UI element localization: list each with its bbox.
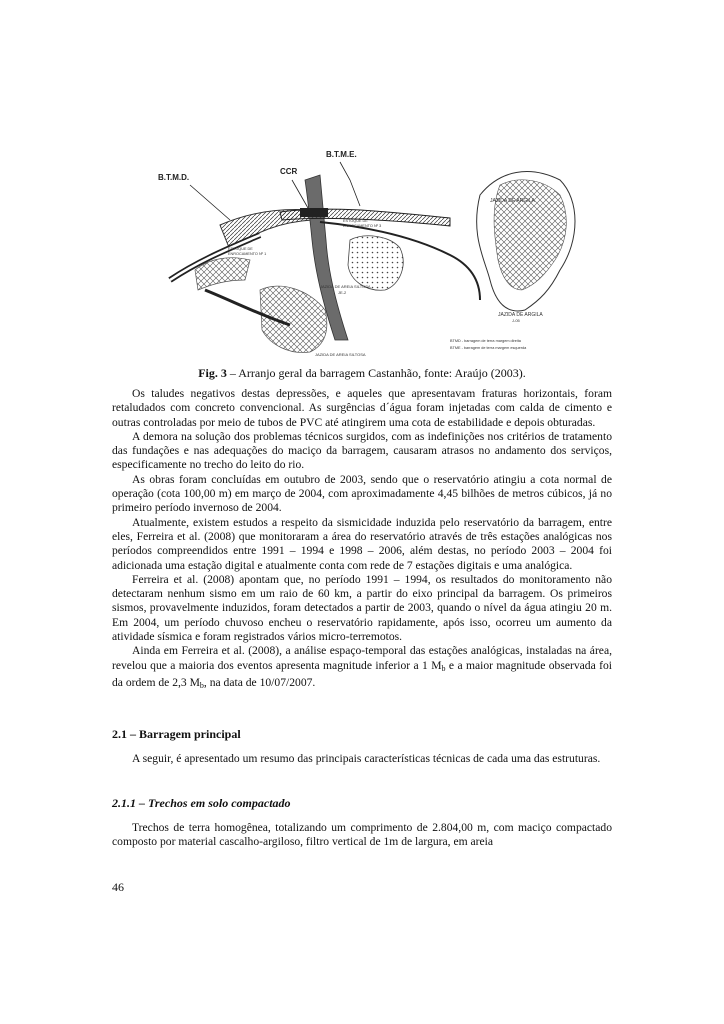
- sand-silt-borrow-area-je2: [348, 236, 403, 290]
- label-clay-borrow-j05-line2: J-05: [512, 318, 520, 323]
- label-rock-stock-3-line2: ENROCAMENTO Nº 3: [343, 224, 382, 228]
- body-text-block-3: [112, 821, 612, 850]
- legend-btmd: BTMD - barragem de terra margem direita: [450, 339, 521, 343]
- page-number: 46: [112, 880, 124, 894]
- paragraph-part: Ainda em Ferreira et al. (2008), a análise espaço-temporal das estações analógicas, instaladas na área, revelou que a maioria dos eventos apresenta magnitude inferior a 1 M: [112, 644, 612, 672]
- magnitude-subscript: b: [441, 663, 446, 673]
- body-text-block-2: [112, 752, 612, 766]
- paragraph: Atualmente, existem estudos a respeito da sismicidade induzida pelo reservatório da barragem, entre eles, Ferreira et al. (2008) que monitoraram a área do reservatório através de três estações analógicas nos períodos compreendidos entre 1991 – 1994 e 1998 – 2006, além destas, no período 2003 – 2004 foi adicionada uma estação digital e atualmente conta com rede de 7 estações digitais e uma analógica.: [112, 515, 612, 572]
- figure-caption-label: Fig. 3: [198, 366, 227, 380]
- ccr-spillway: [300, 208, 328, 217]
- figure-caption: [112, 366, 612, 381]
- label-sand-silt-je2-line2: JE-2: [338, 290, 347, 295]
- paragraph-magnitude: [112, 644, 612, 693]
- btmd-leader: [190, 185, 230, 220]
- label-sand-silt-je2-line1: JAZIDA DE AREIA SILTOSA: [320, 284, 371, 289]
- magnitude-subscript: b: [199, 680, 204, 690]
- paragraph: Trechos de terra homogênea, totalizando um comprimento de 2.804,00 m, com maciço compactado composto por material cascalho-argiloso, filtro vertical de 1m de largura, em areia: [112, 821, 612, 849]
- label-btme: B.T.M.E.: [326, 150, 357, 159]
- label-rock-stock-3-line1: ESTOQUE DE: [343, 219, 368, 223]
- label-rock-stock-1-line1: ESTOQUE DE: [228, 247, 253, 251]
- paragraph: Os taludes negativos destas depressões, e aqueles que apresentavam fraturas horizontais, foram retaludados com concreto convencional. As surgências d´água foram injetadas com calda de cimento e outras controladas por meio de tubos de PVC até atingirem uma cota de estabilidade e depois obturadas.: [112, 387, 612, 429]
- paragraph-part: , na data de 10/07/2007.: [203, 675, 316, 689]
- dam-layout-drawing: [150, 140, 590, 362]
- label-rock-stock-1-line2: ENROCAMENTO Nº 1: [228, 252, 267, 256]
- figure-caption-text: – Arranjo geral da barragem Castanhão, fonte: Araújo (2003).: [226, 366, 526, 380]
- section-heading-2-1: 2.1 – Barragem principal: [112, 727, 241, 741]
- label-clay-borrow-top: JAZIDA DE ARGILA: [490, 198, 535, 204]
- btme-leader: [340, 162, 360, 206]
- dam-layout-figure: [150, 140, 590, 362]
- label-btmd: B.T.M.D.: [158, 173, 190, 182]
- section-heading-2-1-1: 2.1.1 – Trechos em solo compactado: [112, 796, 291, 810]
- paragraph-part: e a maior magnitude observada foi da ordem de 2,3 M: [112, 658, 612, 689]
- paragraph: Ferreira et al. (2008) apontam que, no período 1991 – 1994, os resultados do monitoramento não detectaram nenhum sismo em um raio de 60 km, a partir do eixo principal da barragem. Os primeiros sismos, provavelmente induzidos, foram detectados a partir de 2003, quando o nível da água atingiu 20 m. Em 2004, um período chuvoso encheu o reservatório rapidamente, após isso, ocorreu um aumento da atividade sísmica e foram registrados vários micro-terremotos.: [112, 572, 612, 644]
- label-clay-borrow-j05-line1: JAZIDA DE ARGILA: [498, 312, 543, 318]
- paragraph: A demora na solução dos problemas técnicos surgidos, com as indefinições nos critérios de tratamento das fundações e nas adequações do maciço da barragem, causaram atrasos no andamento dos serviços, especificamente no trecho do leito do rio.: [112, 429, 612, 472]
- label-sand-silt-bottom: JAZIDA DE AREIA SILTOSA: [315, 352, 366, 357]
- legend-btme: BTME - barragem de terra margem esquerda: [450, 346, 527, 350]
- body-text-block-1: [112, 387, 612, 693]
- paragraph: As obras foram concluídas em outubro de 2003, sendo que o reservatório atingiu a cota normal de operação (cota 100,00 m) em março de 2004, com aproximadamente 4,45 bilhões de metros cúbicos, já no primeiro período invernoso de 2004.: [112, 472, 612, 515]
- paragraph: A seguir, é apresentado um resumo das principais características técnicas de cada uma das estruturas.: [132, 752, 601, 765]
- sand-silt-borrow-area-bottom: [260, 286, 327, 352]
- clay-borrow-area-fill: [494, 180, 566, 290]
- label-ccr: CCR: [280, 167, 298, 176]
